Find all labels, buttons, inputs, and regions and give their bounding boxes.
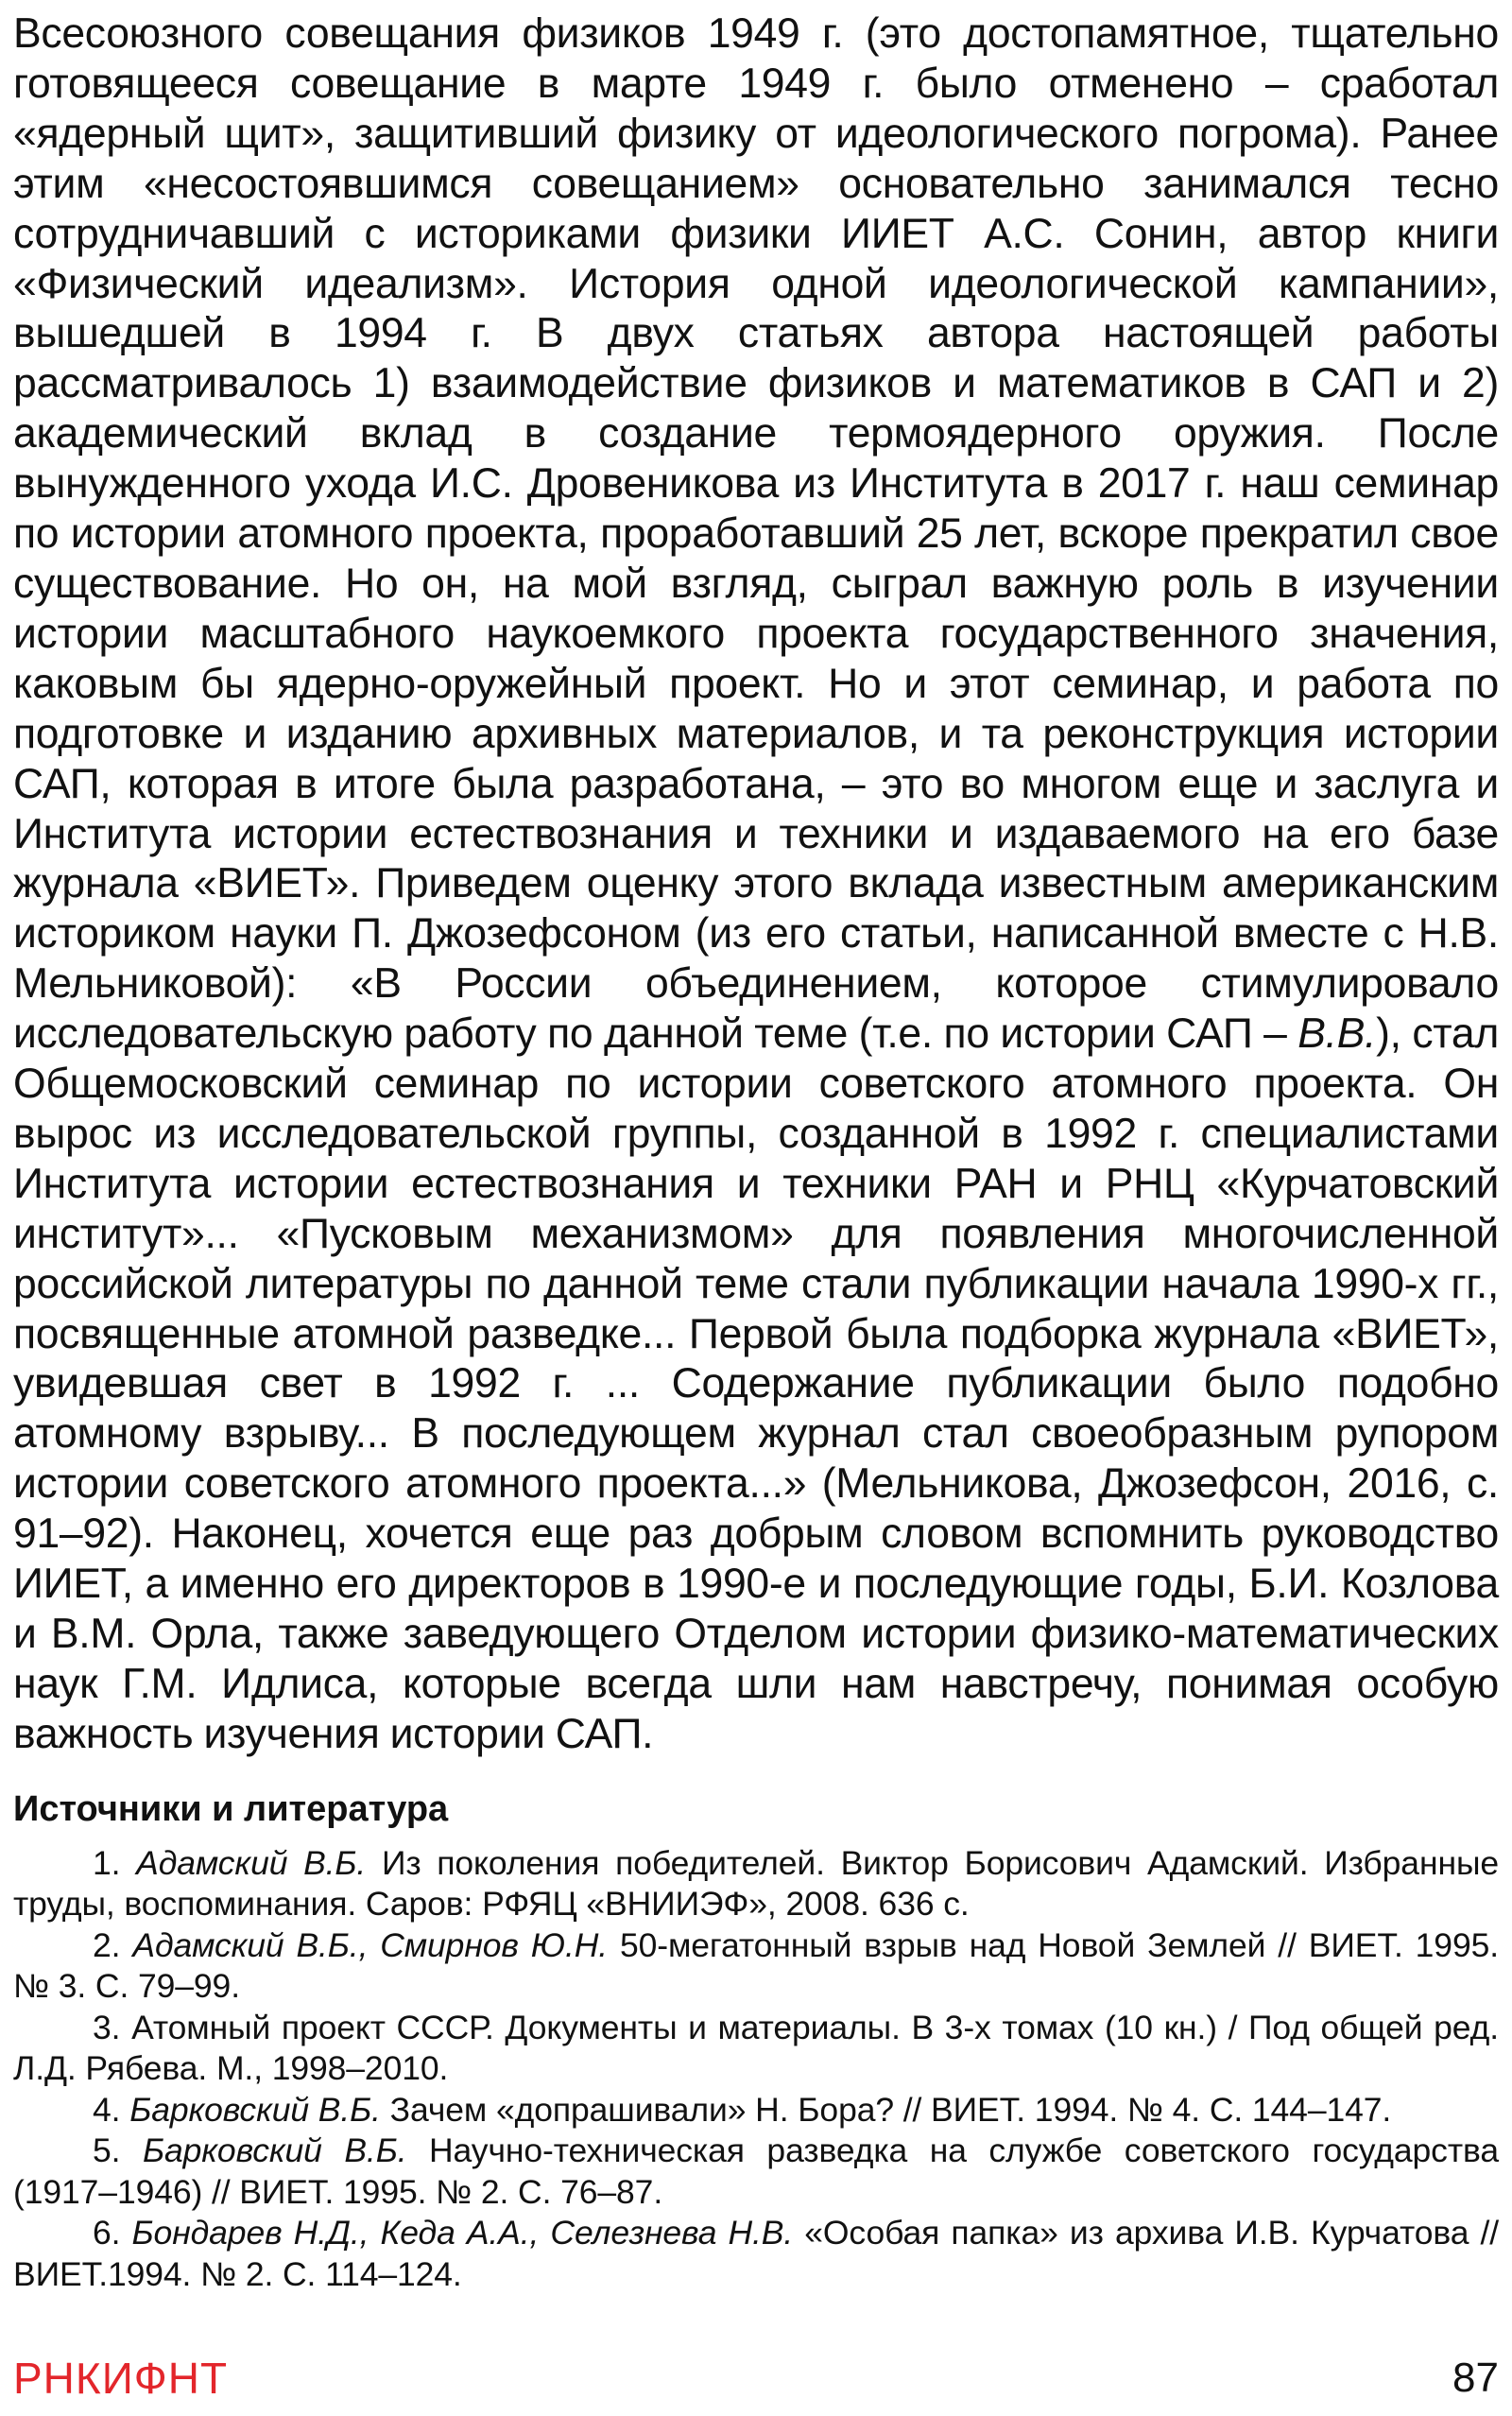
references-list: [13, 1843, 1499, 2296]
reference-item: [13, 1925, 1499, 2008]
body-text-part1: Всесоюзного совещания физиков 1949 г. (это достопамятное, тщательно готовящееся совещание в марте 1949 г. было отменено – сработал «ядерный щит», защитивший физику от идеологического погрома). Ранее этим «несостоявшимся совещанием» основательно занимался тесно сотрудничавший с историками физики ИИЕТ А.С. Сонин, автор книги «Физический идеализм». История одной идеологической кампании», вышедшей в 1994 г. В двух статьях автора настоящей работы рассматривалось 1) взаимодействие физиков и математиков в САП и 2) академический вклад в создание термоядерного оружия. После вынужденного ухода И.С. Дровеникова из Института в 2017 г. наш семинар по истории атомного проекта, проработавший 25 лет, вскоре прекратил свое существование. Но он, на мой взгляд, сыграл важную роль в изучении истории масштабного наукоемкого проекта государственного значения, каковым бы ядерно-оружейный проект. Но и этот семинар, и работа по подготовке и изданию архивных материалов, и та реконструкция истории САП, которая в итоге была разработана, – это во многом еще и заслуга и Института истории естествознания и техники и издаваемого на его базе журнала «ВИЕТ». Приведем оценку этого вклада известным американским историком науки П. Джозефсоном (из его статьи, написанной вместе с Н.В. Мельниковой): «В России объединением, которое стимулировало исследовательскую работу по данной теме (т.е. по истории САП –: [13, 10, 1499, 1058]
reference-item: [13, 2213, 1499, 2295]
reference-text: 50-мегатонный взрыв над Новой Землей // ВИЕТ. 1995. № 3. С. 79–99.: [13, 1925, 1500, 2006]
page: [13, 9, 1499, 2295]
reference-text: «Особая папка» из архива И.В. Курчатова // ВИЕТ.1994. № 2. С. 114–124.: [13, 2214, 1499, 2293]
reference-text: Из поколения победителей. Виктор Борисович Адамский. Избранные труды, воспоминания. Саров: РФЯЦ «ВНИИЭФ», 2008. 636 с.: [13, 1843, 1500, 1924]
reference-text: Атомный проект СССР. Документы и материалы. В 3-х томах (10 кн.) / Под общей ред. Л.Д. Рябева. М., 1998–2010.: [13, 2008, 1499, 2088]
reference-authors: Адамский В.Б.: [136, 1843, 367, 1882]
article-body: [13, 9, 1499, 1760]
reference-number: 1.: [93, 1843, 121, 1882]
reference-item: [13, 2090, 1499, 2131]
publisher-logo: РНКИФНТ: [13, 2354, 229, 2403]
reference-number: 6.: [93, 2214, 121, 2252]
body-text-part2: ), стал Общемосковский семинар по истории советского атомного проекта. Он вырос из исследовательской группы, созданной в 1992 г. специалистами Института истории естествознания и техники РАН и РНЦ «Курчатовский институт»... «Пусковым механизмом» для появления многочисленной российской литературы по данной теме стали публикации начала 1990-х гг., посвященные атомной разведке... Первой была подборка журнала «ВИЕТ», увидевшая свет в 1992 г. ... Содержание публикации было подобно атомному взрыву... В последующем журнал стал своеобразным рупором истории советского атомного проекта...» (Мельникова, Джозефсон, 2016, с. 91–92). Наконец, хочется еще раз добрым словом вспомнить руководство ИИЕТ, а именно его директоров в 1990-е и последующие годы, Б.И. Козлова и В.М. Орла, также заведующего Отделом истории физико-математических наук Г.М. Идлиса, которые всегда шли нам навстречу, понимая особую важность изучения истории САП.: [13, 1010, 1499, 1757]
reference-number: 5.: [93, 2131, 121, 2170]
reference-text: Научно-техническая разведка на службе советского государства (1917–1946) // ВИЕТ. 1995. № 2. С. 76–87.: [13, 2131, 1499, 2211]
reference-item: [13, 2008, 1499, 2090]
reference-number: 2.: [93, 1925, 121, 1964]
reference-number: 4.: [93, 2090, 121, 2129]
page-footer: [13, 2352, 1499, 2408]
reference-authors: Барковский В.Б.: [142, 2131, 407, 2170]
reference-text: Зачем «допрашивали» Н. Бора? // ВИЕТ. 1994. № 4. С. 144–147.: [380, 2090, 1392, 2129]
body-text-italic-initials: В.В.: [1297, 1010, 1377, 1058]
references-heading: Источники и литература: [13, 1788, 449, 1829]
reference-item: [13, 2131, 1499, 2213]
reference-authors: Адамский В.Б., Смирнов Ю.Н.: [132, 1925, 609, 1964]
reference-item: [13, 1843, 1499, 1925]
reference-authors: Бондарев Н.Д., Кеда А.А., Селезнева Н.В.: [131, 2214, 794, 2252]
page-number: 87: [1452, 2355, 1499, 2401]
reference-number: 3.: [93, 2008, 121, 2046]
reference-authors: Барковский В.Б.: [129, 2090, 381, 2129]
